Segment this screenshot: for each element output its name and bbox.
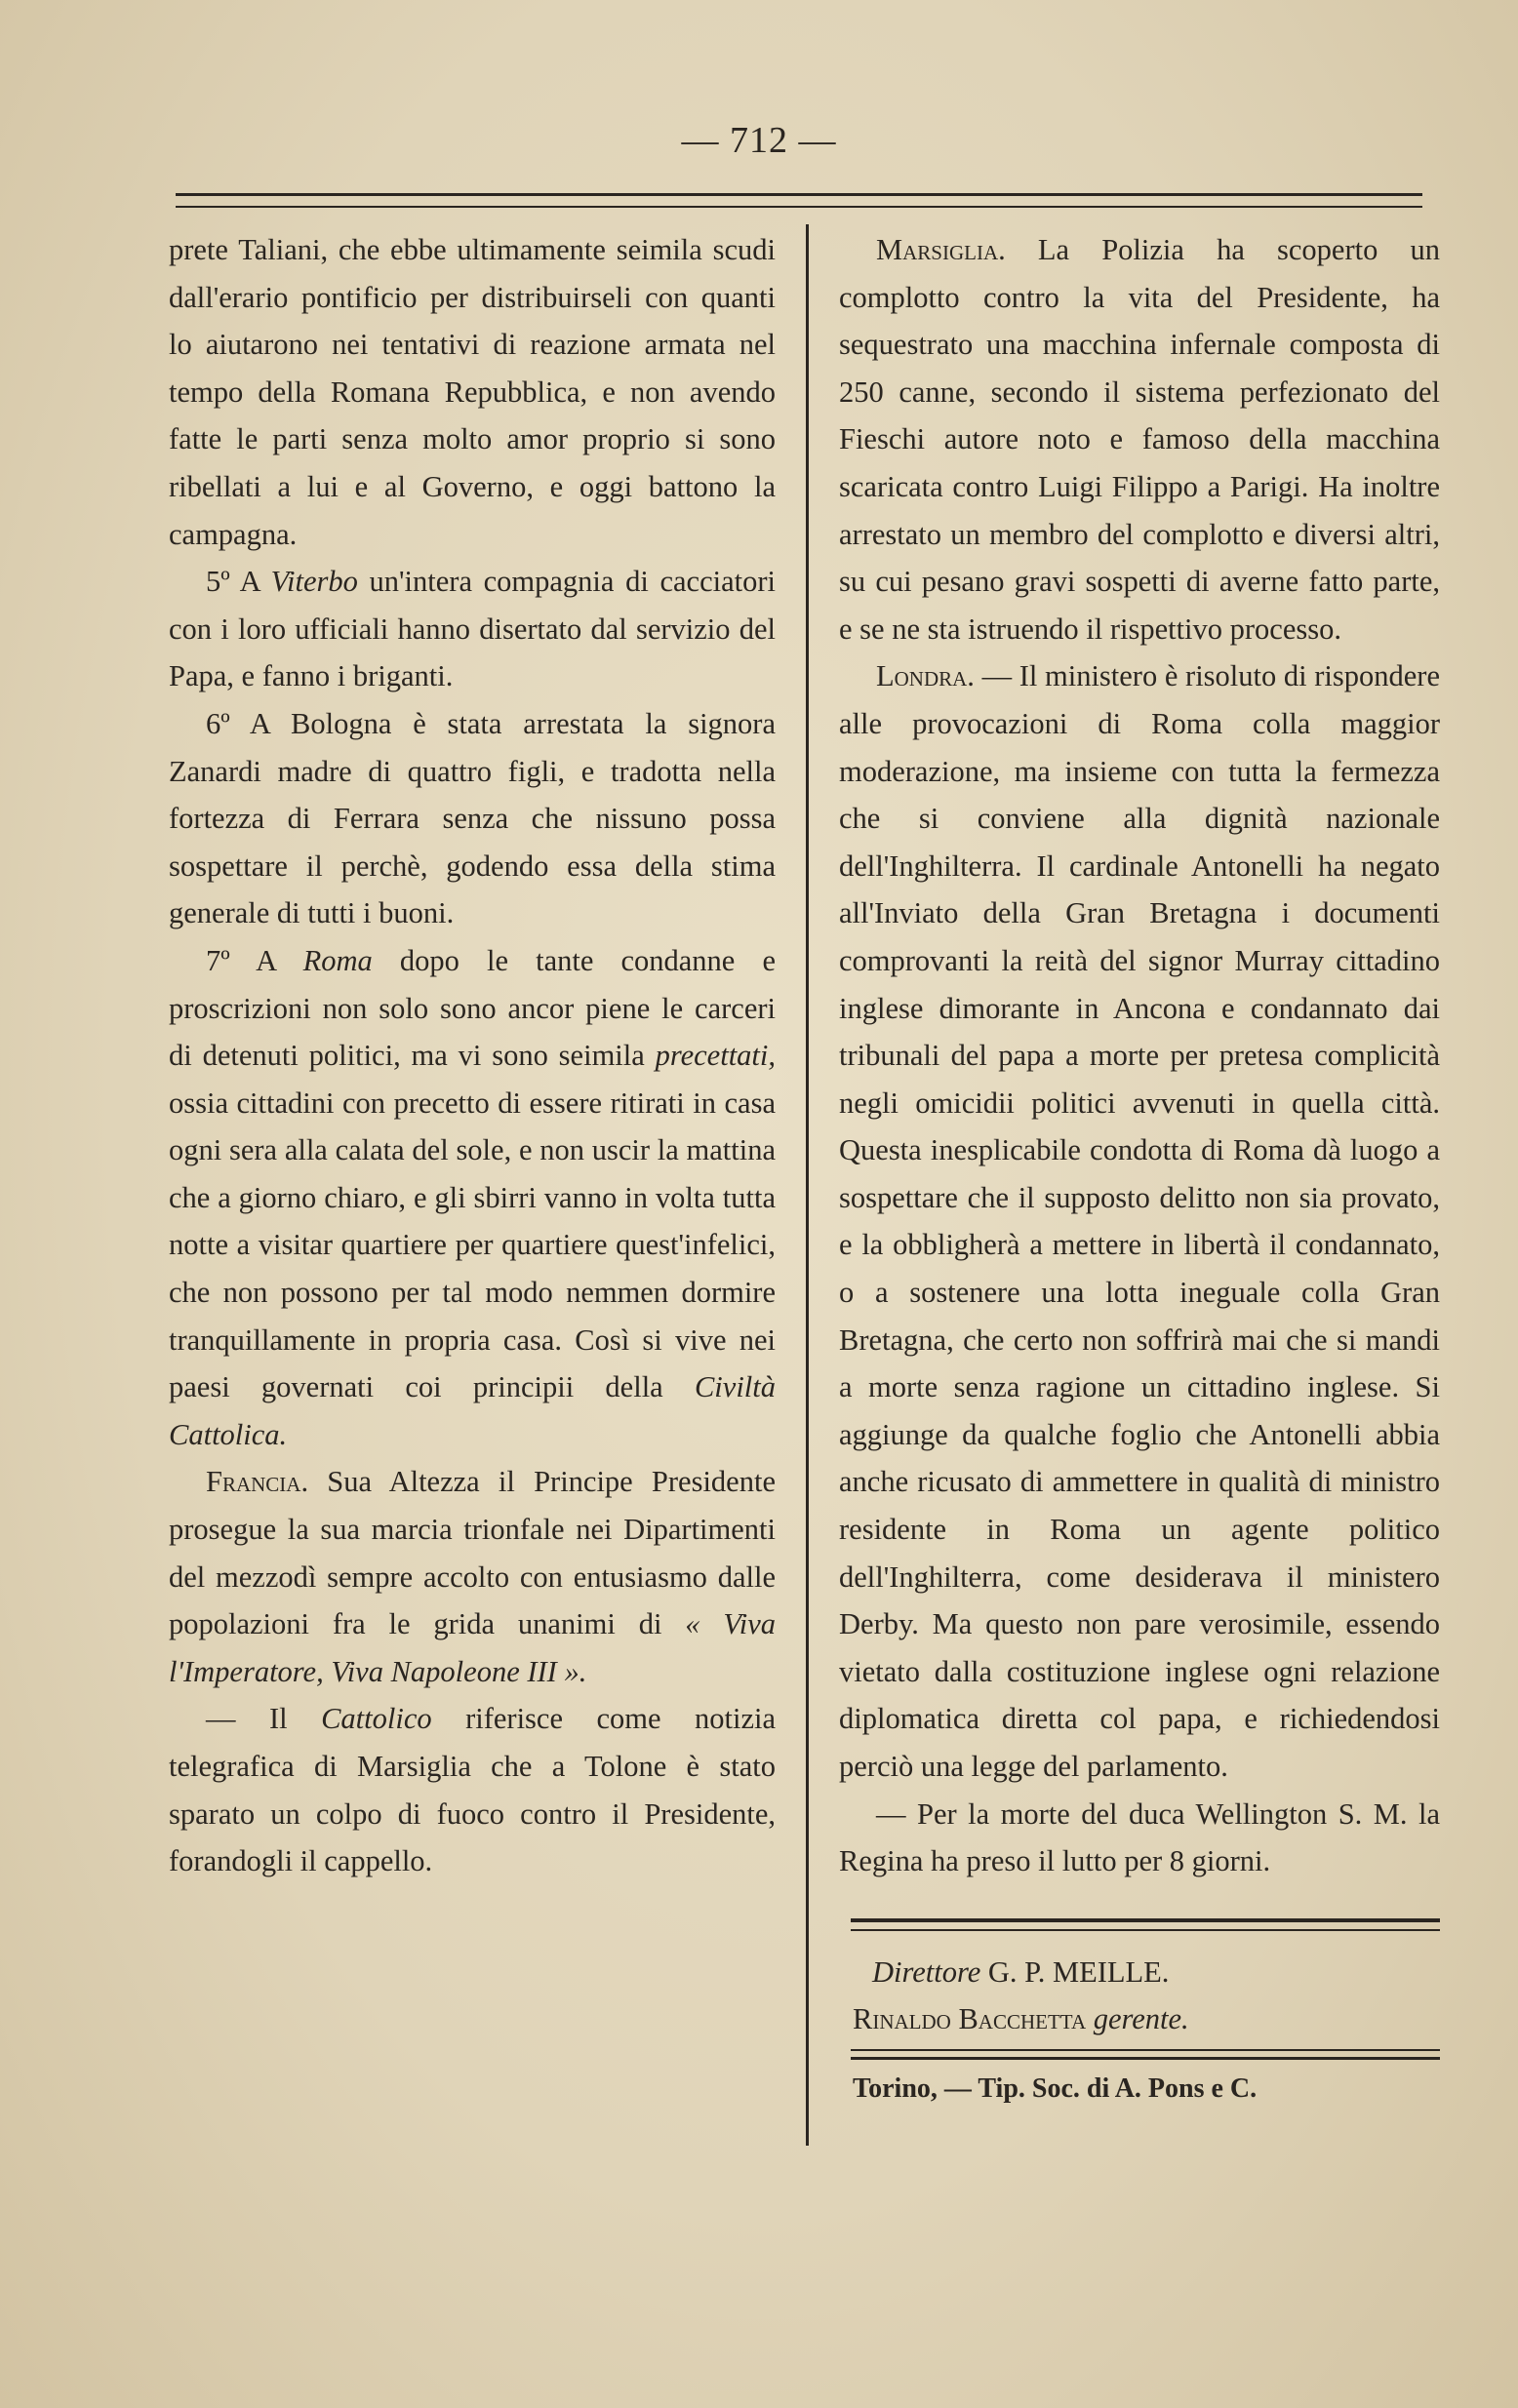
italic-title: Civiltà Cattolica. (169, 1370, 776, 1451)
paragraph-roma (169, 937, 776, 1459)
page-number: — 712 — (681, 120, 837, 161)
paragraph-text: dopo le tante condanne e proscrizioni non solo sono ancor piene le carceri di detenuti politici, ma vi sono seimila (169, 943, 776, 1073)
right-column (839, 226, 1440, 2113)
italic-quote: « Viva l'Imperatore, Viva Napoleone III ». (169, 1607, 776, 1688)
paragraph-viterbo (169, 558, 776, 700)
director-label: Direttore (872, 1954, 981, 1989)
column-divider (806, 224, 809, 2146)
paragraph-taliani (169, 226, 776, 558)
item-number: 7º A (206, 943, 303, 977)
header-double-rule (176, 193, 1422, 208)
section-lead: Francia. (206, 1465, 309, 1499)
paragraph-text: — Il ministero è risoluto di rispondere alle provocazioni di Roma colla maggior moderazione, ma insieme con tutta la fermezza che si conviene alla dignità nazionale dell'Inghilterra. Il cardinale Antonelli ha negato all'Inviato della Gran Bretagna i documenti comprovanti la reità del signor Murray cittadino inglese dimorante in Ancona e condannato dai tribunali del papa a morte per pretesa complicità negli omicidii politici avvenuti in quella città. Questa inesplicabile condotta di Roma dà luogo a sospettare che il supposto delitto non sia provato, e la obbligherà a mettere in libertà il condannato, o a sostenere una lotta ineguale colla Gran Bretagna, che certo non soffrirà mai che si mandi a morte senza ragione un cittadino inglese. Si aggiunge da qualche foglio che Antonelli abbia anche ricusato di ammettere in qualità di ministro residente in Roma un agente politico dell'Inghilterra, come desiderava il ministero Derby. Ma questo non pare verosimile, essendo vietato dalla costituzione inglese ogni relazione diplomatica diretta col papa, e richiedendosi perciò una legge del parlamento. (839, 659, 1440, 1783)
printer-imprint: Torino, — Tip. Soc. di A. Pons e C. (853, 2072, 1258, 2104)
manager-line (839, 1995, 1440, 2043)
manager-label: gerente. (1086, 2002, 1189, 2036)
paragraph-text: La Polizia ha scoperto un complotto contro la vita del Presidente, ha sequestrato una macchina infernale composta di 250 canne, secondo il sistema perfezionato del Fieschi autore noto e famoso della macchina scaricata contro Luigi Filippo a Parigi. Ha inoltre arrestato un membro del complotto e diversi altri, su cui pesano gravi sospetti di averne fatto parte, e se ne sta istruendo il rispettivo processo. (839, 233, 1440, 646)
item-number: 5º A (206, 565, 271, 599)
paragraph-text: Sua Altezza il Principe Presidente prosegue la sua marcia trionfale nei Dipartimenti del mezzodì sempre accolto con entusiasmo dalle popolazioni fra le grida unanimi di (169, 1465, 776, 1641)
director-name: G. P. MEILLE. (980, 1954, 1170, 1989)
director-line (839, 1949, 1440, 1996)
paragraph-text: — Per la morte del duca Wellington S. M. la Regina ha preso il lutto per 8 giorni. (839, 1796, 1440, 1878)
paragraph-text: ossia cittadini con precetto di essere ritirati in casa ogni sera alla calata del sole, e non uscir la mattina che a giorno chiaro, e gli sbirri vanno in volta tutta notte a visitar quartiere per quartiere quest'infelici, che non possono per tal modo nemmen dormire tranquillamente in propria casa. Così si vive nei paesi governati coi principii della (169, 1086, 776, 1404)
paragraph-text: — Il (206, 1702, 322, 1736)
paragraph-wellington (839, 1791, 1440, 1885)
signature-rule-top (851, 1918, 1440, 1931)
section-lead: Marsiglia. (876, 233, 1006, 266)
paragraph-marsiglia (839, 226, 1440, 652)
signature-rule-bottom (851, 2049, 1440, 2060)
place-name: Viterbo (270, 565, 358, 599)
manager-name: Rinaldo Bacchetta (853, 2002, 1087, 2036)
place-name: Roma (302, 943, 373, 977)
paragraph-francia (169, 1458, 776, 1695)
paragraph-text: riferisce come notizia telegrafica di Marsiglia che a Tolone è stato sparato un colpo di fuoco contro il Presidente, forandogli il cappello. (169, 1702, 776, 1878)
left-column (169, 226, 776, 1885)
italic-term: Cattolico (321, 1702, 432, 1736)
paragraph-londra (839, 652, 1440, 1790)
paragraph-text: prete Taliani, che ebbe ultimamente seimila scudi dall'erario pontificio per distribuirseli con quanti lo aiutarono nei tentativi di reazione armata nel tempo della Romana Repubblica, e non avendo fatte le parti senza molto amor proprio si sono ribellati a lui e al Governo, e oggi battono la campagna. (169, 233, 776, 551)
paragraph-cattolico (169, 1695, 776, 1884)
italic-term: precettati, (655, 1039, 776, 1073)
section-lead: Londra. (876, 659, 975, 693)
paragraph-text: un'intera compagnia di cacciatori con i loro ufficiali hanno disertato dal servizio del Papa, e fanno i briganti. (169, 565, 776, 693)
paragraph-text: 6º A Bologna è stata arrestata la signora Zanardi madre di quattro figli, e tradotta nella fortezza di Ferrara senza che nissuno possa sospettare il perchè, godendo essa della stima generale di tutti i buoni. (169, 706, 776, 930)
paragraph-bologna (169, 700, 776, 937)
